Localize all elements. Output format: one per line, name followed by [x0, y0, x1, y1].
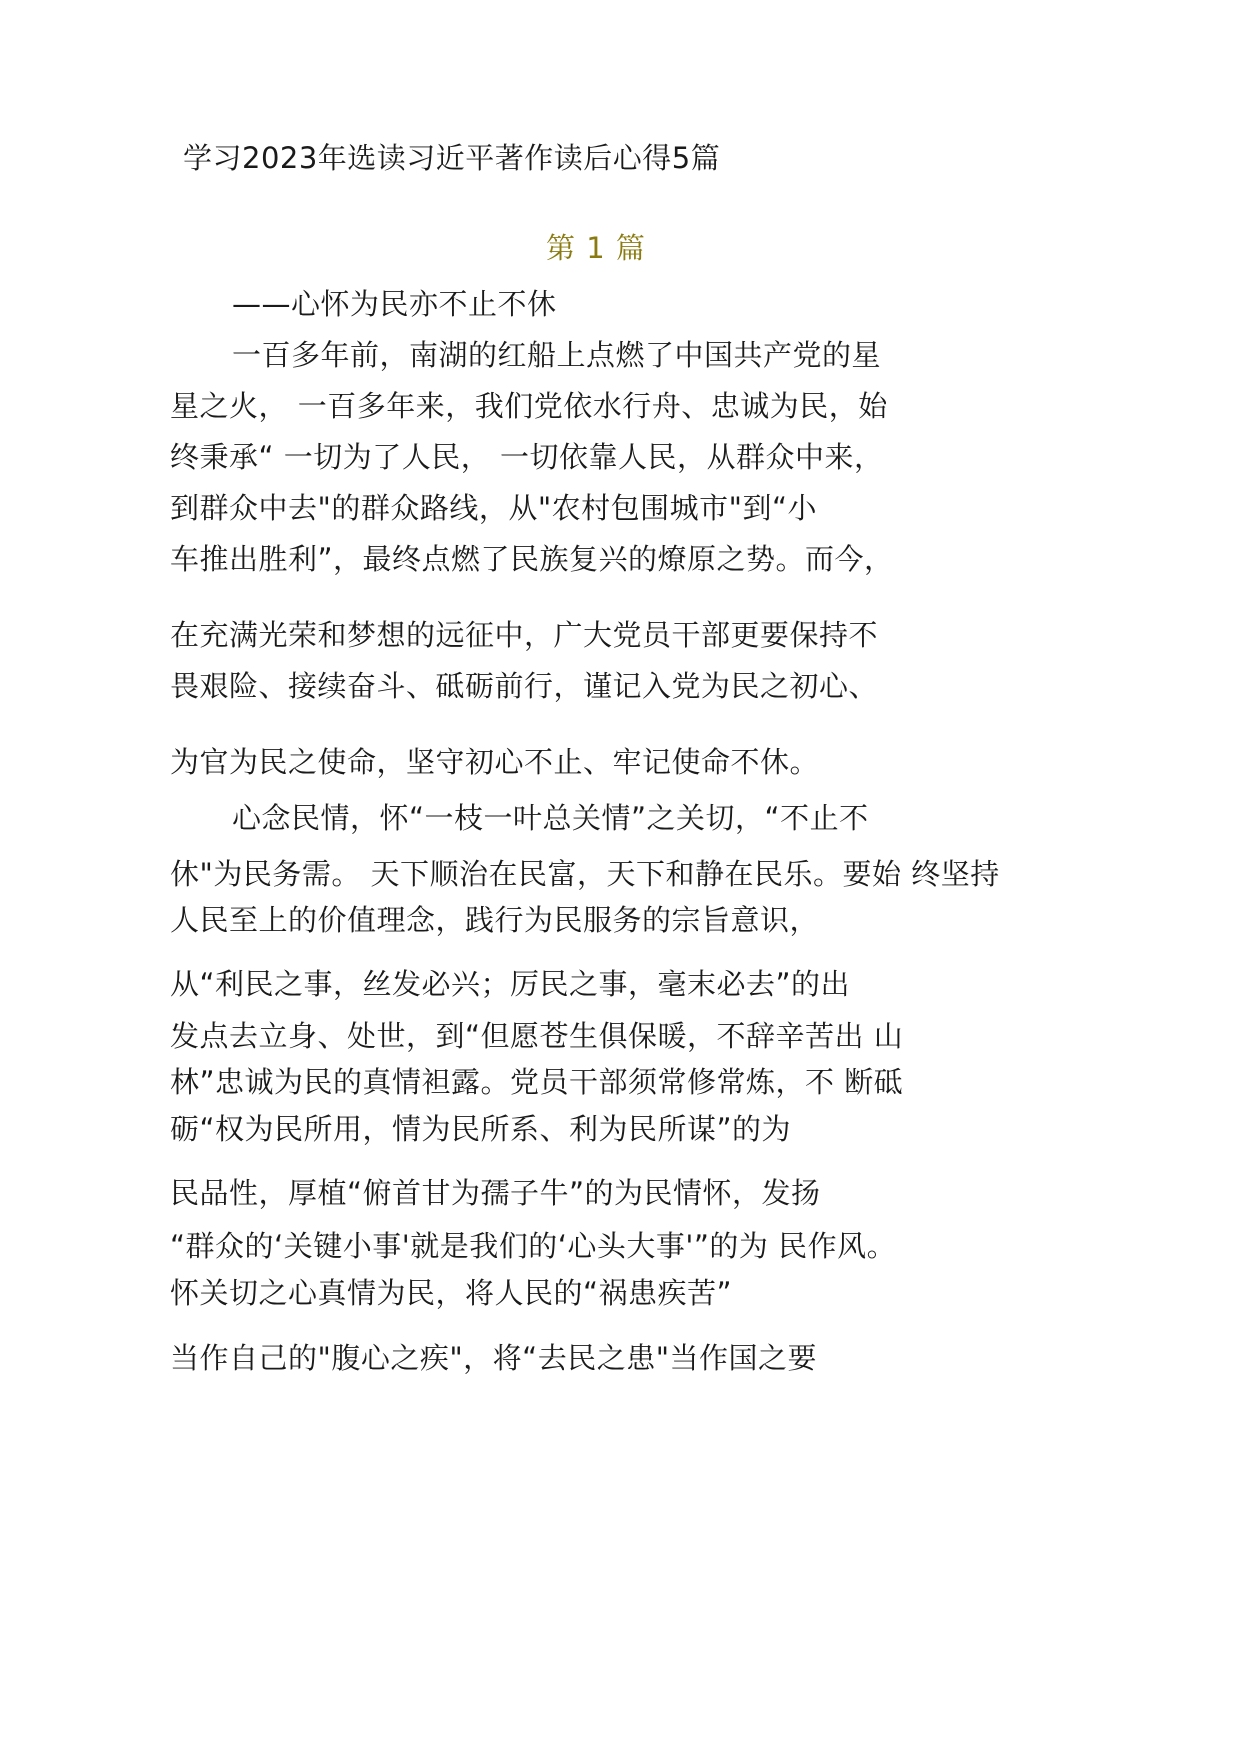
- paragraph-line: 从“利民之事，丝发必兴；厉民之事，毫末必去”的出: [170, 967, 851, 1001]
- chapter-heading: 第 1 篇: [546, 231, 646, 265]
- paragraph-line: 终秉承“ 一切为了人民， 一切依靠人民，从群众中来，: [170, 440, 884, 474]
- paragraph-line: 车推出胜利”，最终点燃了民族复兴的燎原之势。而今，: [170, 542, 894, 576]
- paragraph-line: 当作自己的"腹心之疾"，将“去民之患"当作国之要: [170, 1341, 818, 1375]
- paragraph-line: 为官为民之使命，坚守初心不止、牢记使命不休。: [170, 745, 820, 779]
- paragraph-line: 人民至上的价值理念，践行为民服务的宗旨意识，: [170, 903, 820, 937]
- paragraph-line: 发点去立身、处世，到“但愿苍生俱保暖，不辞辛苦出 山: [170, 1019, 904, 1053]
- paragraph-line: 民品性，厚植“俯首甘为孺子牛”的为民情怀，发扬: [170, 1176, 821, 1210]
- paragraph-line: 星之火， 一百多年来，我们党依水行舟、忠诚为民，始: [170, 389, 888, 423]
- paragraph-line: 怀关切之心真情为民，将人民的“祸患疾苦”: [170, 1276, 733, 1310]
- paragraph-line: 在充满光荣和梦想的远征中，广大党员干部更要保持不: [170, 618, 879, 652]
- paragraph-line: 砺“权为民所用，情为民所系、利为民所谋”的为: [170, 1112, 792, 1146]
- paragraph-line: “群众的‘关键小事'就是我们的‘心头大事'”的为 民作风。: [170, 1229, 897, 1263]
- paragraph-line: 到群众中去"的群众路线，从"农村包围城市"到“小: [170, 491, 818, 525]
- chapter-subtitle: ——心怀为民亦不止不休: [232, 287, 557, 321]
- document-title: 学习2023年选读习近平著作读后心得5篇: [183, 141, 721, 175]
- paragraph-line: 一百多年前，南湖的红船上点燃了中国共产党的星: [232, 338, 882, 372]
- paragraph-line: 休"为民务需。 天下顺治在民富，天下和静在民乐。要始 终坚持: [170, 857, 1000, 891]
- paragraph-line: 林”忠诚为民的真情袒露。党员干部须常修常炼，不 断砥: [170, 1065, 904, 1099]
- paragraph-line: 心念民情，怀“一枝一叶总关情”之关切，“不止不: [232, 801, 869, 835]
- paragraph-line: 畏艰险、接续奋斗、砥砺前行，谨记入党为民之初心、: [170, 669, 879, 703]
